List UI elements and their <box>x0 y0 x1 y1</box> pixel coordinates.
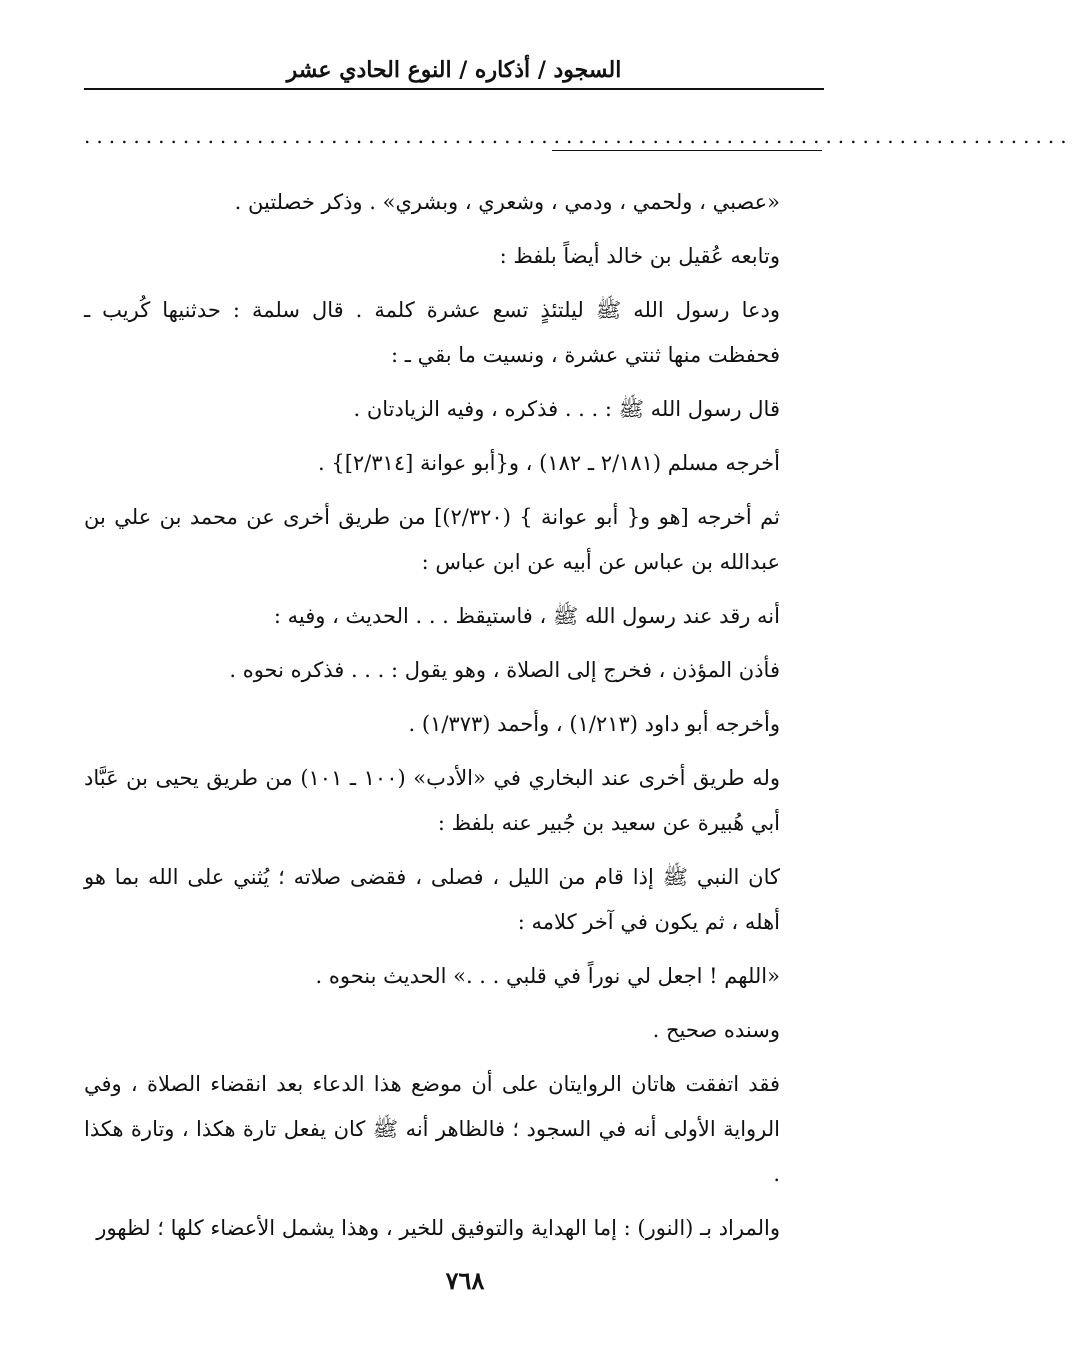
running-header: السجود / أذكاره / النوع الحادي عشر <box>286 57 622 83</box>
paragraph: ثم أخرجه [هو و{ أبو عوانة } (٢/٣٢٠)] من طريق أخرى عن محمد بن علي بن عبدالله بن عباس عن أبيه عن ابن عباس : <box>84 505 780 574</box>
paragraph: ودعا رسول الله ﷺ ليلتئذٍ تسع عشرة كلمة . قال سلمة : حدثنيها كُريب ـ فحفظت منها ثنتي عشرة ، ونسيت ما بقي ـ : <box>84 298 780 367</box>
paragraph: فأذن المؤذن ، فخرج إلى الصلاة ، وهو يقول : . . . فذكره نحوه . <box>229 658 780 682</box>
paragraph: كان النبي ﷺ إذا قام من الليل ، فصلى ، فقضى صلاته ؛ يُثني على الله بما هو أهله ، ثم يكون في آخر كلامه : <box>84 865 780 934</box>
header-rule <box>84 88 824 90</box>
paragraph: «اللهم ! اجعل لي نوراً في قلبي . . .» الحديث بنحوه . <box>315 964 780 988</box>
paragraph: وله طريق أخرى عند البخاري في «الأدب» (١٠٠ ـ ١٠١) من طريق يحيى بن عَبَّاد أبي هُبيرة عن سعيد بن جُبير عنه بلفظ : <box>84 766 780 835</box>
paragraph: أخرجه مسلم (٢/١٨١ ـ ١٨٢) ، و{أبو عوانة [٢/٣١٤]} . <box>318 451 780 475</box>
paragraph: أنه رقد عند رسول الله ﷺ ، فاستيقظ . . . الحديث ، وفيه : <box>273 604 780 628</box>
dotted-separator: ................................................................................ <box>84 124 1073 148</box>
paragraph: وسنده صحيح . <box>652 1018 780 1042</box>
paragraph: وتابعه عُقيل بن خالد أيضاً بلفظ : <box>499 244 780 268</box>
page-body <box>84 180 824 1260</box>
paragraph: وأخرجه أبو داود (١/٢١٣) ، وأحمد (١/٣٧٣) . <box>408 712 780 736</box>
footnote-rule <box>552 150 822 151</box>
paragraph: فقد اتفقت هاتان الروايتان على أن موضع هذا الدعاء بعد انقضاء الصلاة ، وفي الرواية الأولى أنه في السجود ؛ فالظاهر أنه ﷺ كان يفعل تارة هكذا ، وتارة هكذا . <box>84 1072 780 1186</box>
page-number: ٧٦٨ <box>445 1266 485 1295</box>
paragraph: والمراد بـ (النور) : إما الهداية والتوفيق للخير ، وهذا يشمل الأعضاء كلها ؛ لظهور <box>96 1216 780 1240</box>
paragraph: قال رسول الله ﷺ : . . . فذكره ، وفيه الزيادتان . <box>353 397 780 421</box>
paragraph: «عصبي ، ولحمي ، ودمي ، وشعري ، وبشري» . وذكر خصلتين . <box>234 190 780 214</box>
